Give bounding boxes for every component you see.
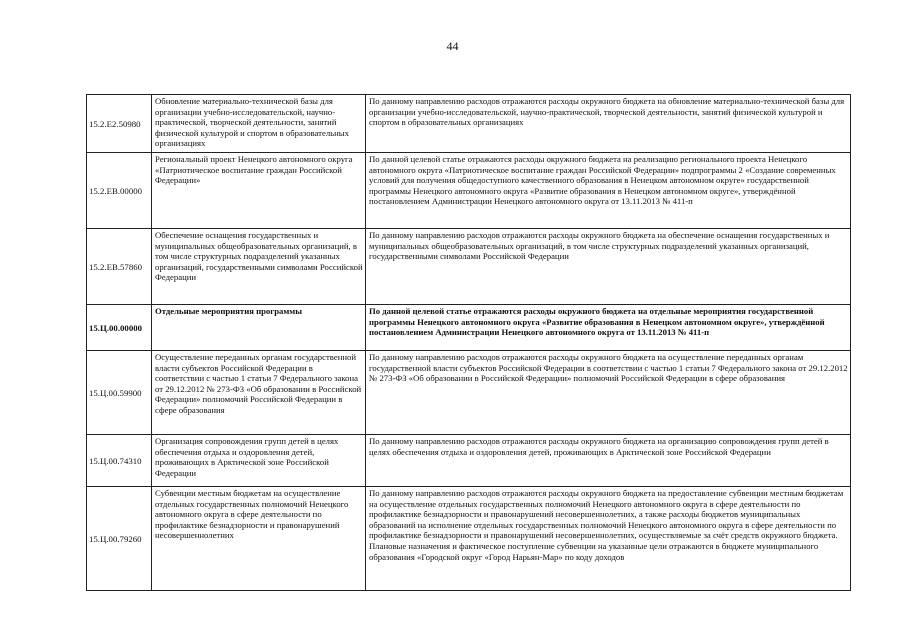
row-name: Отдельные мероприятия программы <box>152 305 366 351</box>
row-code: 15.Ц.00.79260 <box>87 487 152 591</box>
row-name: Обеспечение оснащения государственных и муниципальных общеобразовательных организаций, в том числе структурных подразделений указанных организаций, государственными символами Российской Федерации <box>152 229 366 305</box>
table-row <box>87 435 851 487</box>
row-code: 15.Ц.00.00000 <box>87 305 152 351</box>
budget-classification-table <box>86 94 851 591</box>
row-name: Региональный проект Ненецкого автономного округа «Патриотическое воспитание граждан Российской Федерации» <box>152 153 366 229</box>
row-code: 15.2.EB.00000 <box>87 153 152 229</box>
row-description: По данному направлению расходов отражаются расходы окружного бюджета на обеспечение оснащения государственных и муниципальных общеобразовательных организаций, в том числе структурных подразделений указанных организаций, государственными символами Российской Федерации <box>366 229 851 305</box>
row-description: По данному направлению расходов отражаются расходы окружного бюджета на предоставление субвенции местным бюджетам на осуществление отдельных государственных полномочий Ненецкого автономного округа в сфере деятельности по профилактике безнадзорности и правонарушений несовершеннолетних, а также расходы бюджетов муниципальных образований на исполнение отдельных государственных полномочий Ненецкого автономного округа в сфере деятельности по профилактике безнадзорности и правонарушений несовершеннолетних, осуществляемые за счёт средств окружного бюджета. Плановые назначения и фактическое поступление субвенции на указанные цели отражаются в бюджете муниципального образования «Городской округ «Город Нарьян-Мар» по коду доходов <box>366 487 851 591</box>
row-description: По данному направлению расходов отражаются расходы окружного бюджета на осуществление переданных органам государственной власти субъектов Российской Федерации в соответствии с частью 1 статьи 7 Федерального закона от 29.12.2012 № 273-ФЗ «Об образовании в Российской Федерации» полномочий Российской Федерации в сфере образования <box>366 351 851 435</box>
page-number: 44 <box>446 39 459 53</box>
row-name: Субвенции местным бюджетам на осуществление отдельных государственных полномочий Ненецкого автономного округа в сфере деятельности по профилактике безнадзорности и правонарушений несовершеннолетних <box>152 487 366 591</box>
row-name: Обновление материально-технической базы для организации учебно-исследовательской, научно-практической, творческой деятельности, занятий физической культурой и спортом в образовательных организациях <box>152 95 366 153</box>
row-code: 15.Ц.00.74310 <box>87 435 152 487</box>
row-description: По данному направлению расходов отражаются расходы окружного бюджета на организацию сопровождения групп детей в целях обеспечения отдыха и оздоровления детей, проживающих в Арктической зоне Российской Федерации <box>366 435 851 487</box>
table-row <box>87 229 851 305</box>
row-name: Организация сопровождения групп детей в целях обеспечения отдыха и оздоровления детей, проживающих в Арктической зоне Российской Федерации <box>152 435 366 487</box>
table-row <box>87 95 851 153</box>
row-code: 15.2.E2.50980 <box>87 95 152 153</box>
table-row <box>87 153 851 229</box>
row-description: По данной целевой статье отражаются расходы окружного бюджета на отдельные мероприятия государственной программы Ненецкого автономного округа «Развитие образования в Ненецком автономном округе», утверждённой постановлением Администрации Ненецкого автономного округа от 13.11.2013 № 411-п <box>366 305 851 351</box>
row-description: По данной целевой статье отражаются расходы окружного бюджета на реализацию регионального проекта Ненецкого автономного округа «Патриотическое воспитание граждан Российской Федерации» подпрограммы 2 «Создание современных условий для получения общедоступного качественного образования в Ненецком автономном округе» государственной программы Ненецкого автономного округа «Развитие образования в Ненецком автономном округе», утверждённой постановлением Администрации Ненецкого автономного округа от 13.11.2013 № 411-п <box>366 153 851 229</box>
table-row <box>87 305 851 351</box>
table-row <box>87 351 851 435</box>
row-description: По данному направлению расходов отражаются расходы окружного бюджета на обновление материально-технической базы для организации учебно-исследовательской, научно-практической, творческой деятельности, занятий физической культурой и спортом в образовательных организациях <box>366 95 851 153</box>
row-code: 15.2.EB.57860 <box>87 229 152 305</box>
table-row <box>87 487 851 591</box>
row-code: 15.Ц.00.59900 <box>87 351 152 435</box>
row-name: Осуществление переданных органам государственной власти субъектов Российской Федерации в соответствии с частью 1 статьи 7 Федерального закона от 29.12.2012 № 273-ФЗ «Об образовании в Российской Федерации» полномочий Российской Федерации в сфере образования <box>152 351 366 435</box>
